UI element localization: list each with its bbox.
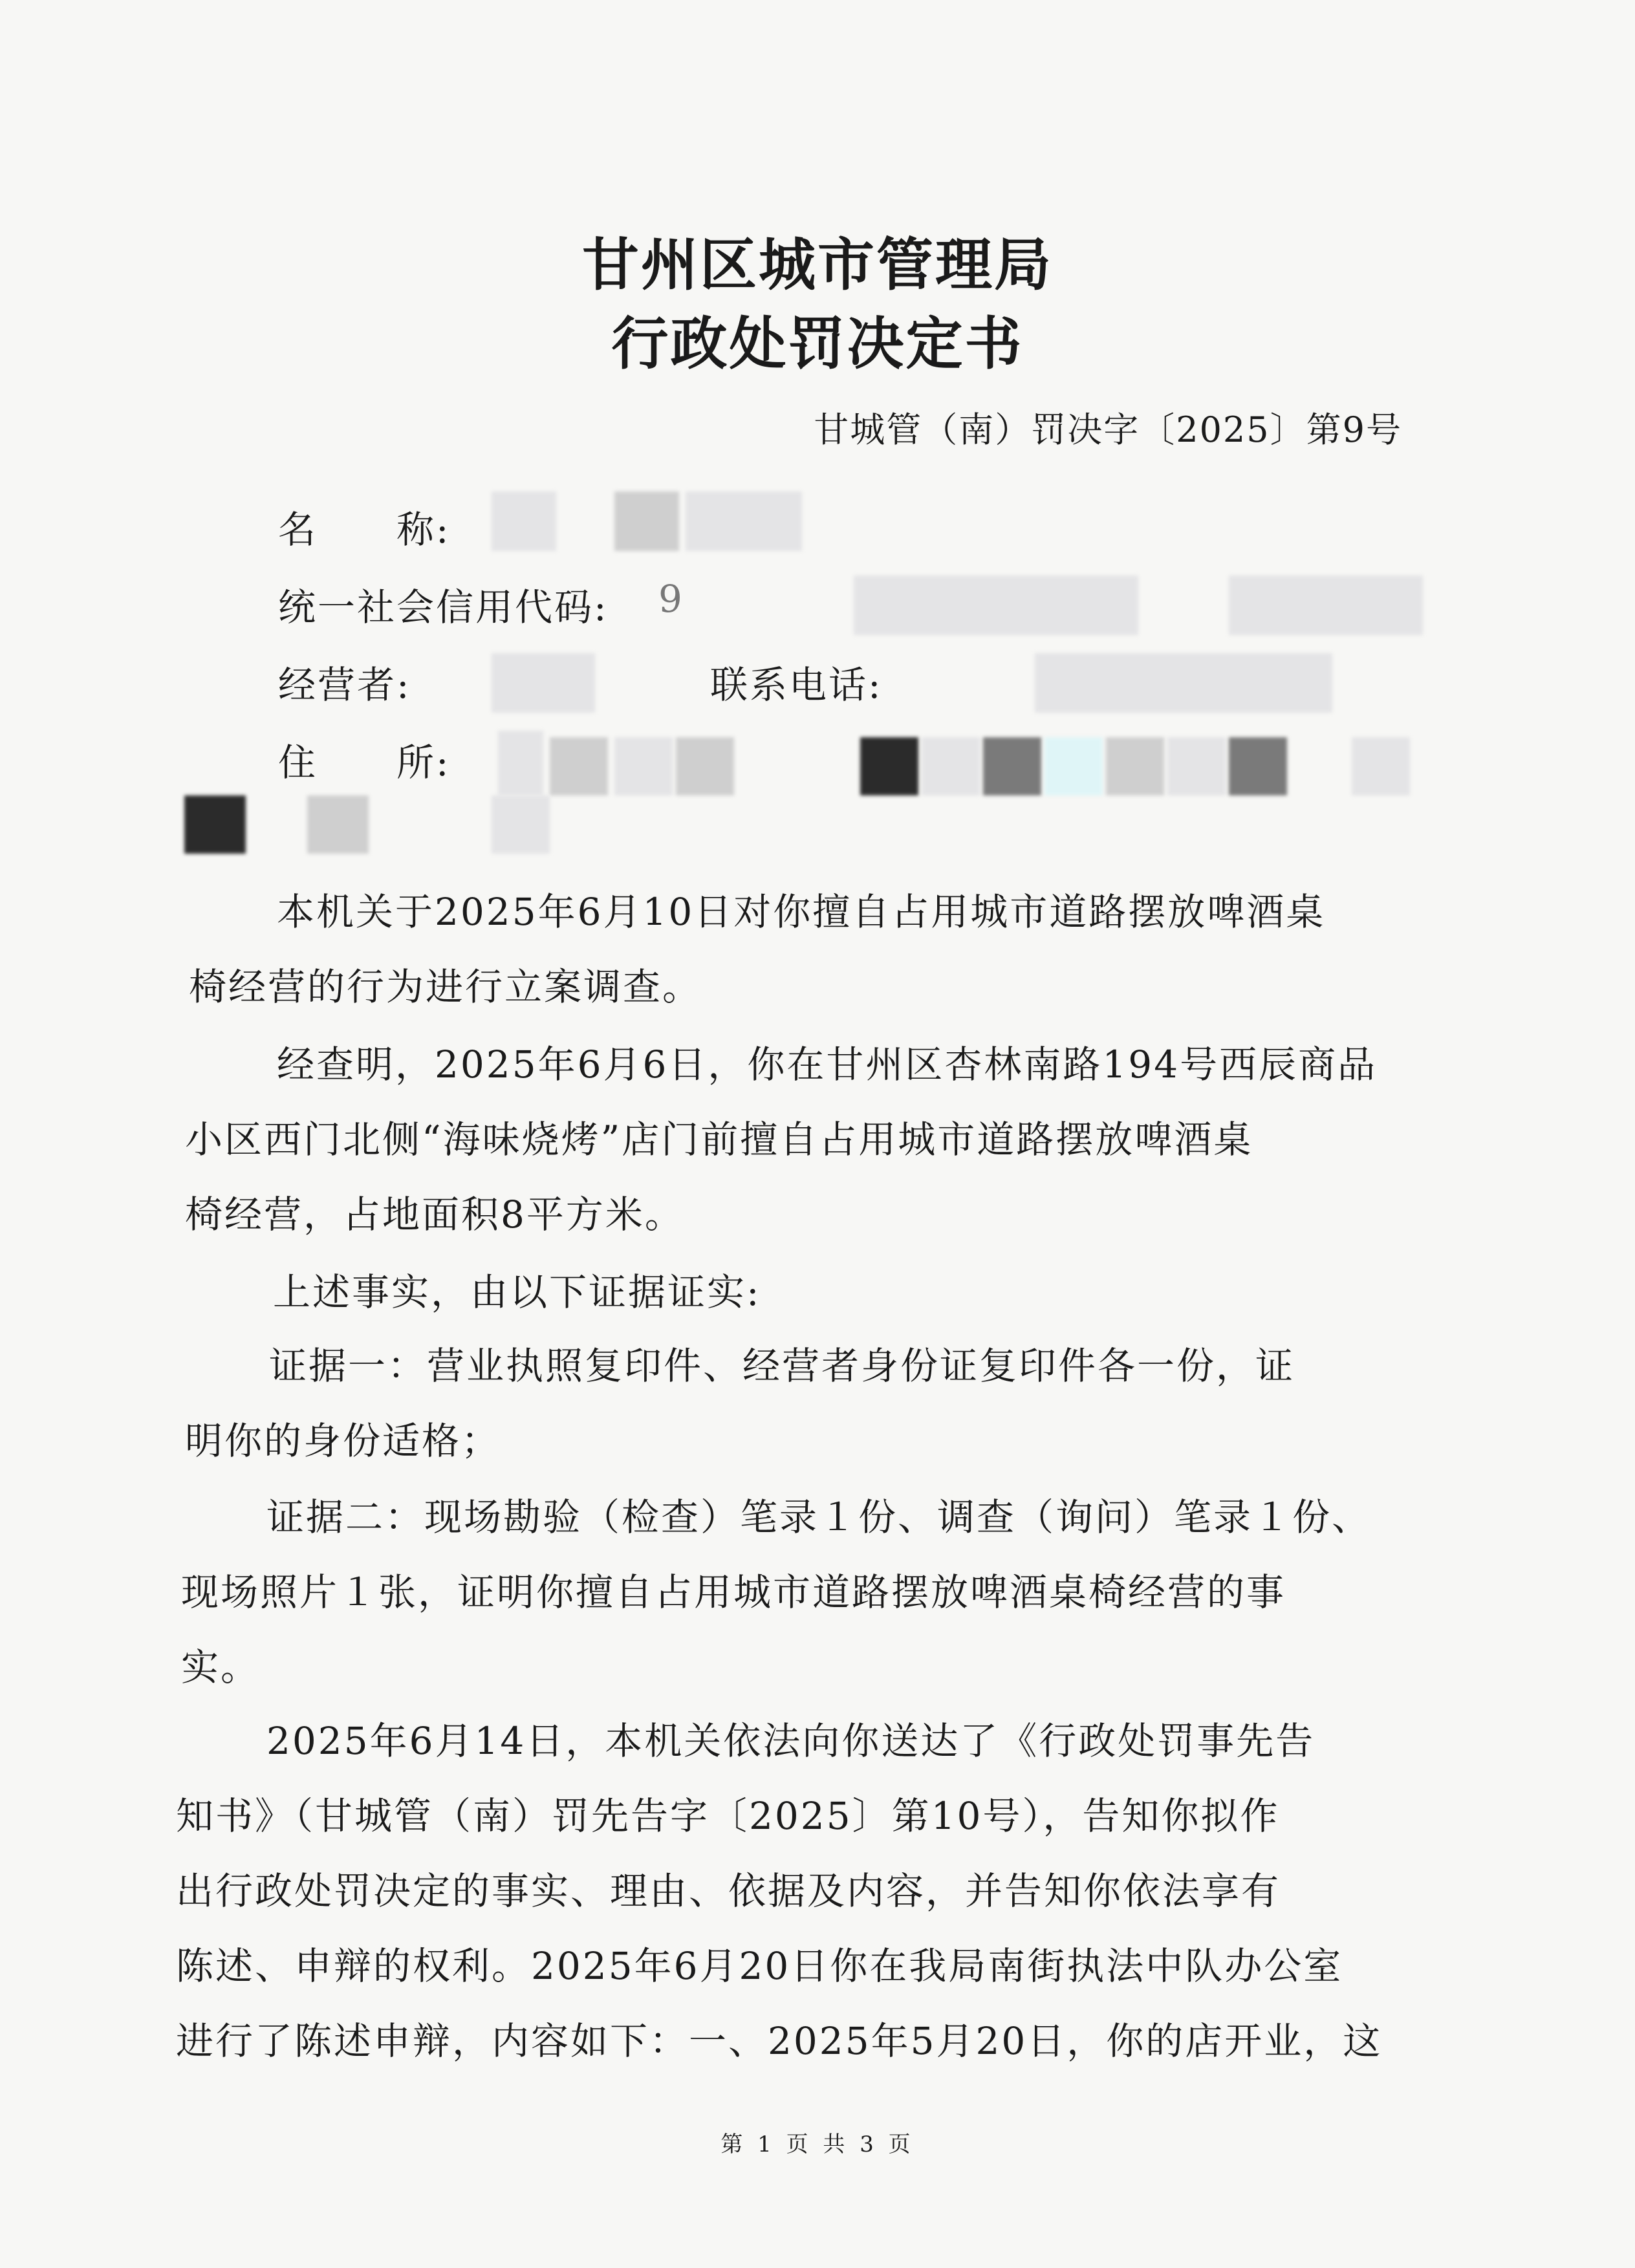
redacted-address-block: [184, 795, 246, 854]
text-line: 椅经营，占地面积8平方米。: [185, 1193, 684, 1237]
redacted-credit-code: [854, 576, 1138, 635]
redacted-address-block: [550, 737, 608, 795]
paragraph-prior-notice: [176, 1703, 1405, 2079]
text-line: 2025年6月14日，本机关依法向你送达了《行政处罚事先告: [266, 1719, 1316, 1763]
phone-label: 联系电话:: [710, 663, 883, 707]
text-line: 陈述、申辩的权利。2025年6月20日你在我局南街执法中队办公室: [176, 1944, 1343, 1988]
text-line: 出行政处罚决定的事实、理由、依据及内容，并告知你依法享有: [176, 1869, 1281, 1913]
text-line: 椅经营的行为进行立案调查。: [189, 965, 702, 1009]
redacted-name-block: [614, 491, 679, 551]
redacted-name-block: [492, 491, 556, 551]
text-line: 证据二：现场勘验（检查）笔录１份、调查（询问）笔录１份、: [266, 1495, 1372, 1539]
document-title-agency: 甘州区城市管理局: [581, 231, 1053, 298]
redacted-address-block: [1352, 737, 1410, 795]
text-line: 知书》（甘城管（南）罚先告字〔2025〕第10号），告知你拟作: [176, 1794, 1280, 1838]
redacted-name-block: [686, 491, 802, 551]
text-line: 上述事实，由以下证据证实:: [273, 1270, 761, 1314]
redacted-phone: [1035, 653, 1332, 713]
redacted-credit-code: [1229, 576, 1423, 635]
redacted-address-block: [1167, 737, 1226, 795]
redacted-address-block: [676, 737, 734, 795]
redacted-address-block: [492, 795, 550, 854]
address-label: 住 所:: [278, 740, 451, 784]
paragraph-evidence-intro: [176, 1255, 1405, 1330]
redacted-address-block: [1106, 737, 1164, 795]
redacted-address-block: [922, 737, 980, 795]
text-line: 本机关于2025年6月10日对你擅自占用城市道路摆放啤酒桌: [277, 890, 1326, 934]
paragraph-evidence-1: [176, 1328, 1405, 1478]
credit-code-value: 9: [658, 577, 684, 621]
redacted-address-block: [1229, 737, 1287, 795]
redacted-address-block: [860, 737, 918, 795]
paragraph-evidence-2: [176, 1480, 1405, 1705]
document-title-type: 行政处罚决定书: [611, 310, 1024, 377]
operator-label: 经营者:: [278, 663, 411, 707]
credit-code-label: 统一社会信用代码:: [278, 585, 609, 629]
document-number: 甘城管（南）罚决字〔2025〕第9号: [814, 409, 1402, 450]
page-number: 第 1 页 共 3 页: [720, 2132, 915, 2157]
text-line: 实。: [181, 1645, 261, 1689]
paragraph-findings: [176, 1027, 1405, 1252]
redacted-address-block: [983, 737, 1041, 795]
paragraph-case-filing: [176, 874, 1405, 1024]
text-line: 证据一：营业执照复印件、经营者身份证复印件各一份，证: [269, 1344, 1295, 1388]
text-line: 现场照片１张，证明你擅自占用城市道路摆放啤酒桌椅经营的事: [181, 1570, 1286, 1614]
redacted-address-block: [307, 795, 369, 854]
redacted-address-block: [1045, 737, 1103, 795]
redacted-operator: [492, 653, 595, 713]
text-line: 明你的身份适格；: [185, 1419, 501, 1463]
text-line: 进行了陈述申辩，内容如下：一、2025年5月20日，你的店开业，这: [176, 2019, 1383, 2063]
redacted-address-block: [498, 731, 543, 795]
redacted-address-block: [614, 737, 673, 795]
name-label: 名 称:: [278, 508, 451, 552]
text-line: 小区西门北侧“海味烧烤”店门前擅自占用城市道路摆放啤酒桌: [185, 1118, 1253, 1161]
text-line: 经查明，2025年6月6日，你在甘州区杏林南路194号西辰商品: [277, 1042, 1378, 1086]
